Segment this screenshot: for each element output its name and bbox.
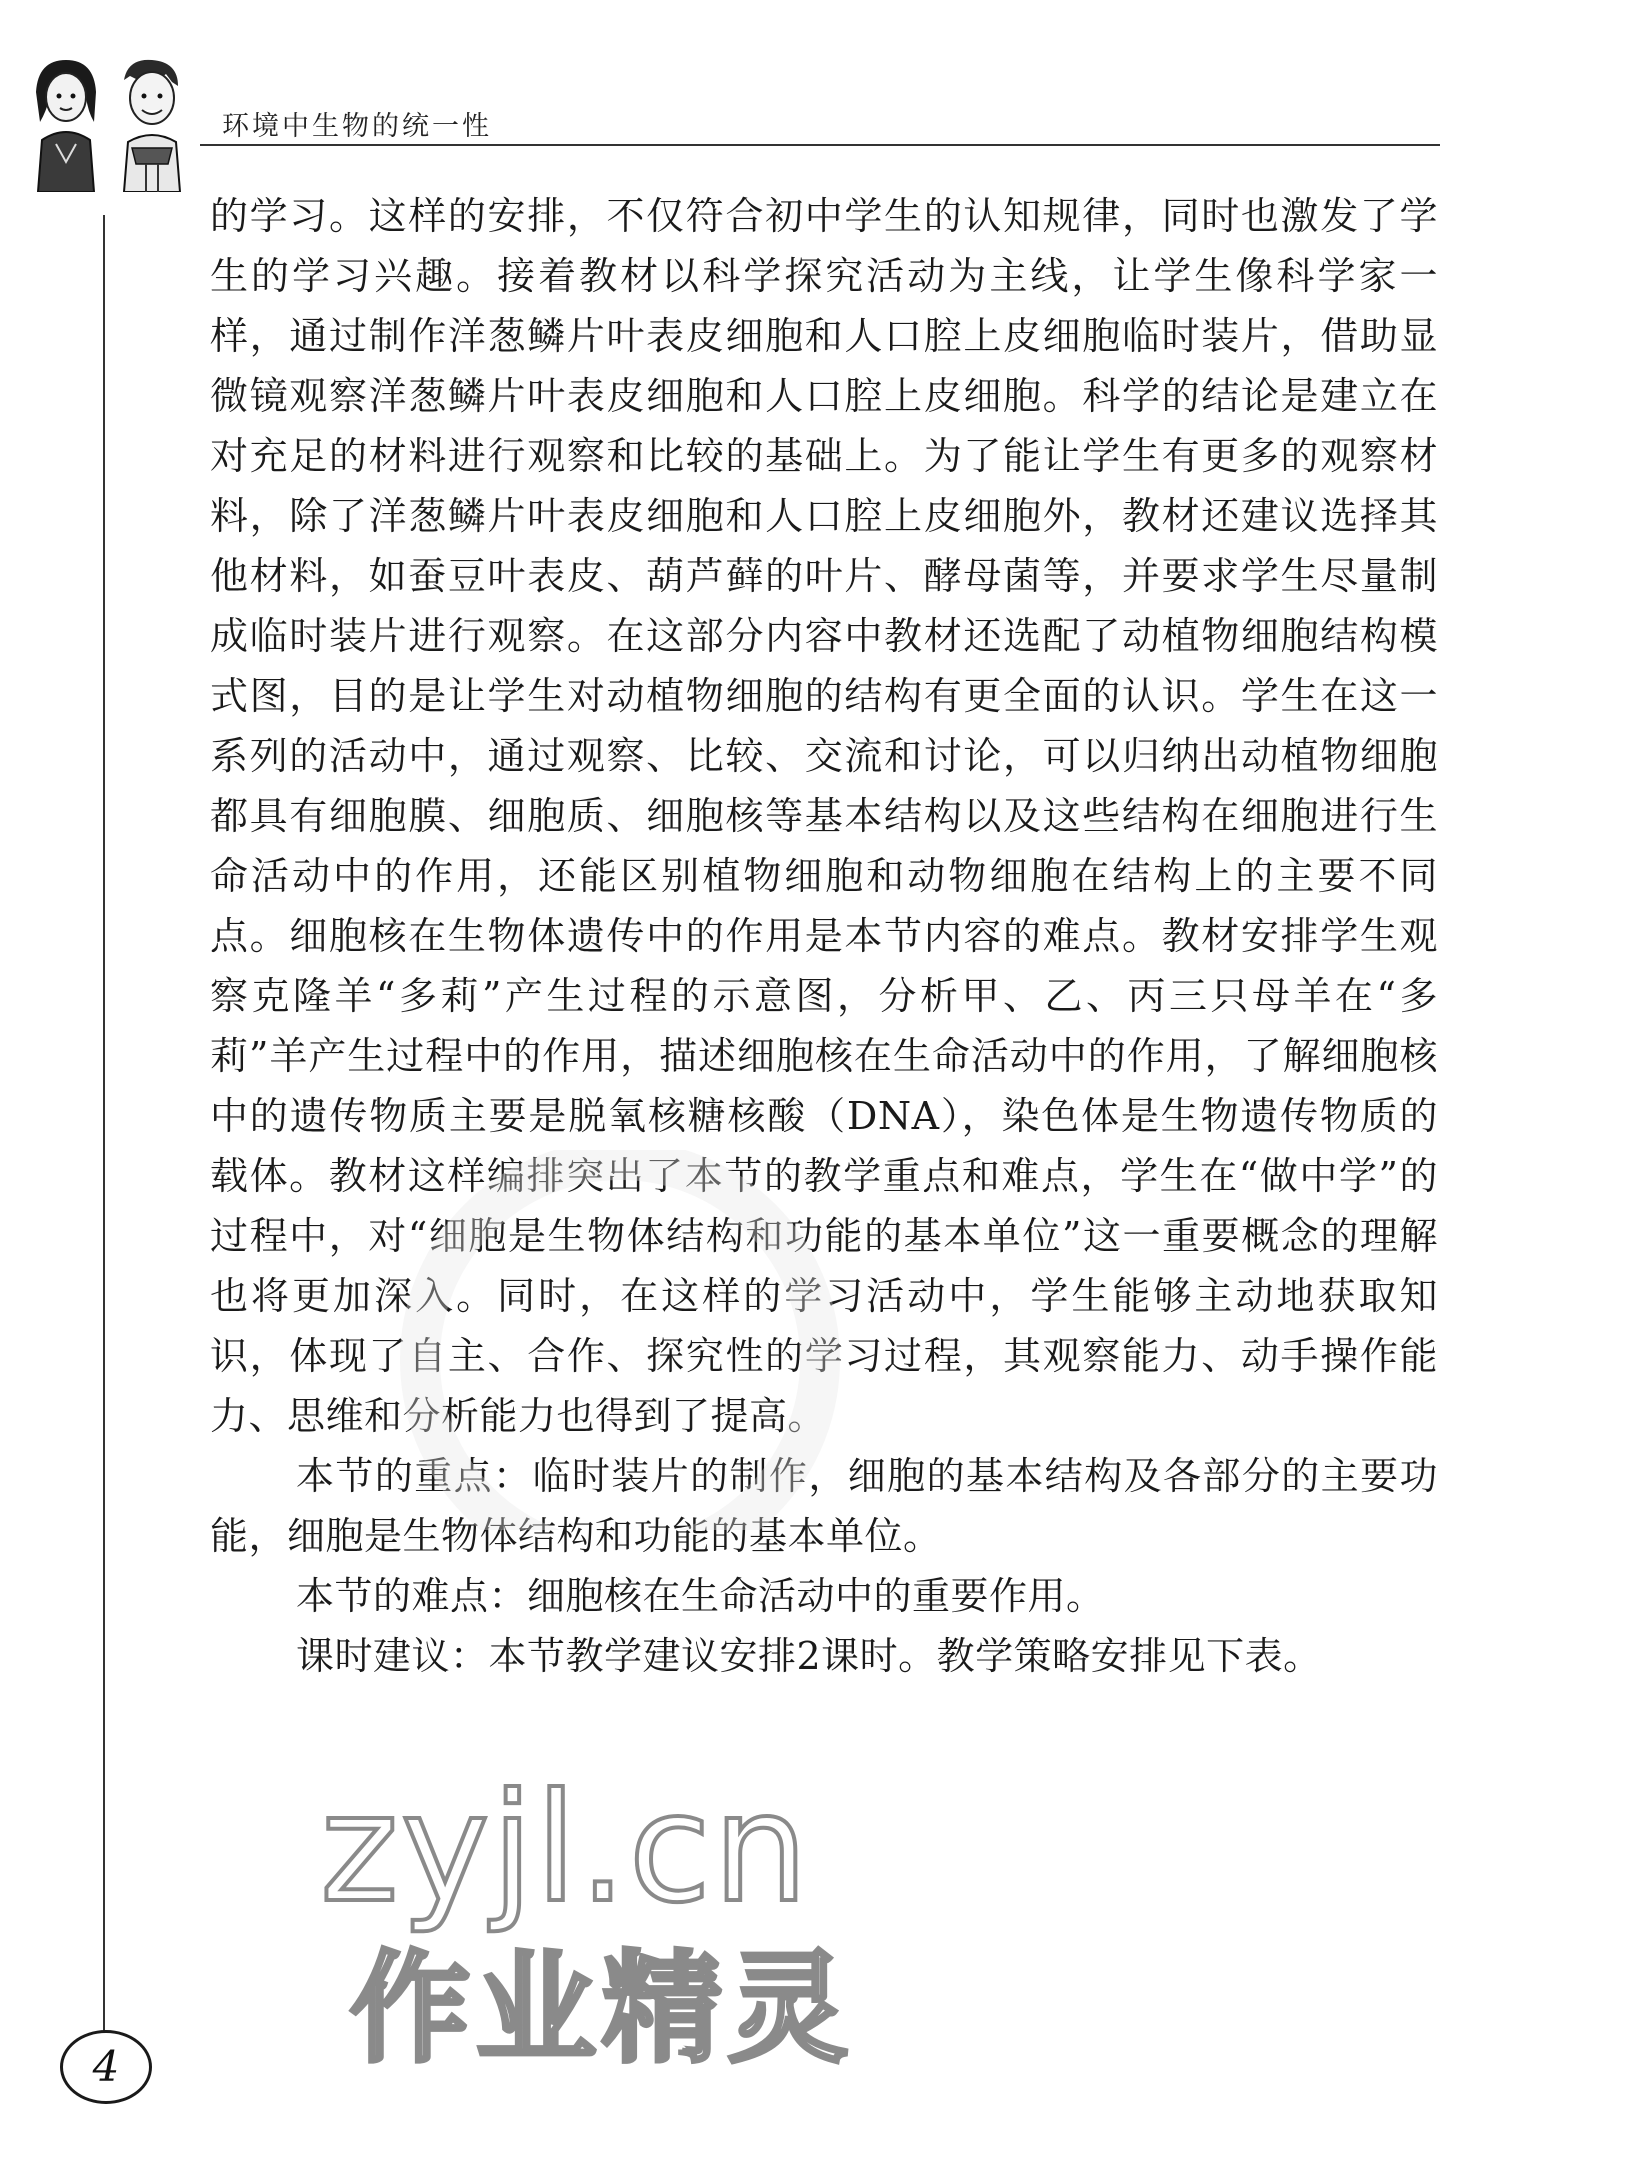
girl-figure-icon xyxy=(36,60,96,192)
paragraph-class-hours: 课时建议：本节教学建议安排2课时。教学策略安排见下表。 xyxy=(296,1634,1322,1678)
paragraph-key-points: 本节的重点：临时装片的制作，细胞的基本结构及各部分的主要功能，细胞是生物体结构和功能的基本单位。 xyxy=(210,1454,1438,1558)
header-mascots-illustration xyxy=(28,52,198,192)
header-divider xyxy=(200,144,1440,146)
watermark-brand-text: 作业精灵 xyxy=(350,1940,854,2070)
paragraph-continuation: 的学习。这样的安排，不仅符合初中学生的认知规律，同时也激发了学生的学习兴趣。接着教材以科学探究活动为主线，让学生像科学家一样，通过制作洋葱鳞片叶表皮细胞和人口腔上皮细胞临时装片，借助显微镜观察洋葱鳞片叶表皮细胞和人口腔上皮细胞。科学的结论是建立在对充足的材料进行观察和比较的基础上。为了能让学生有更多的观察材料，除了洋葱鳞片叶表皮细胞和人口腔上皮细胞外，教材还建议选择其他材料，如蚕豆叶表皮、葫芦藓的叶片、酵母菌等，并要求学生尽量制成临时装片进行观察。在这部分内容中教材还选配了动植物细胞结构模式图，目的是让学生对动植物细胞的结构有更全面的认识。学生在这一系列的活动中，通过观察、比较、交流和讨论，可以归纳出动植物细胞都具有细胞膜、细胞质、细胞核等基本结构以及这些结构在细胞进行生命活动中的作用，还能区别植物细胞和动物细胞在结构上的主要不同点。细胞核在生物体遗传中的作用是本节内容的难点。教材安排学生观察克隆羊“多莉”产生过程的示意图，分析甲、乙、丙三只母羊在“多莉”羊产生过程中的作用，描述细胞核在生命活动中的作用，了解细胞核中的遗传物质主要是脱氧核糖核酸（DNA），染色体是生物遗传物质的载体。教材这样编排突出了本节的教学重点和难点，学生在“做中学”的过程中，对“细胞是生物体结构和功能的基本单位”这一重要概念的理解也将更加深入。同时，在这样的学习活动中，学生能够主动地获取知识，体现了自主、合作、探究性的学习过程，其观察能力、动手操作能力、思维和分析能力也得到了提高。 xyxy=(210,194,1438,1438)
running-header-title: 环境中生物的统一性 xyxy=(222,111,492,142)
page-number: 4 xyxy=(60,2030,152,2104)
watermark-domain-text: zyjl.cn xyxy=(320,1762,811,1936)
left-margin-rule xyxy=(103,215,105,2067)
main-text xyxy=(210,186,1438,1686)
paragraph-difficult-points: 本节的难点：细胞核在生命活动中的重要作用。 xyxy=(296,1574,1105,1618)
boy-figure-icon xyxy=(124,60,180,192)
watermark-logo xyxy=(310,1760,950,2070)
